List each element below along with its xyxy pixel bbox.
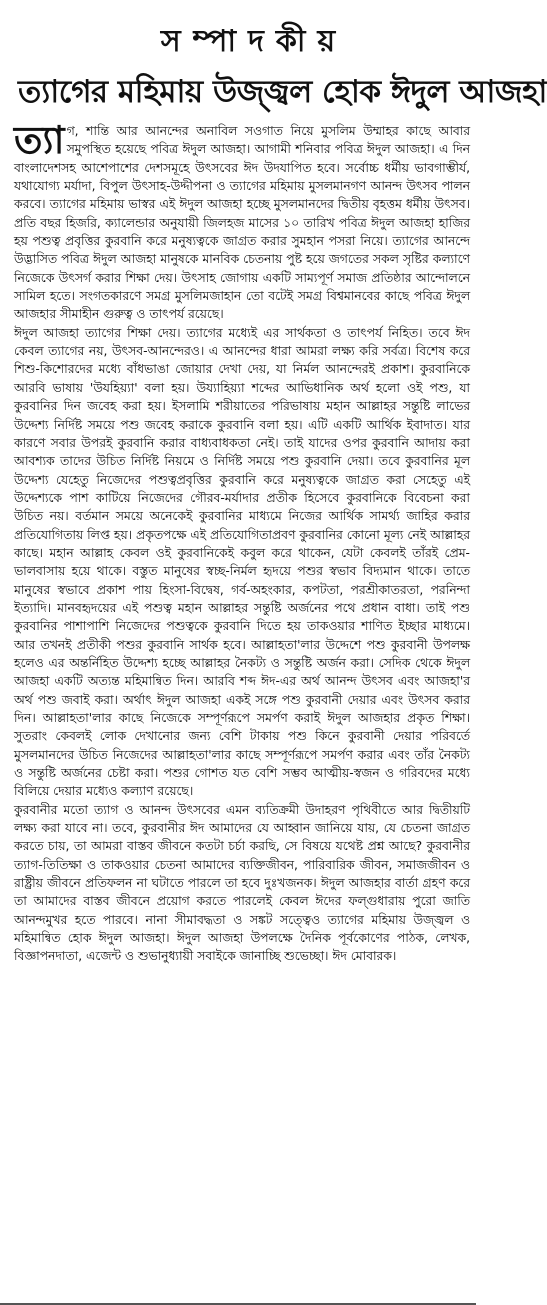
paragraph-text: গ, শান্তি আর আনন্দের অনাবিল সওগাত নিয়ে মুসলিম উম্মাহর কাছে আবার সমুপস্থিত হয়েছে পবিত্র ঈদুল আজহা। আগামী শনিবার পবিত্র ঈদুল আজহা। এ দিন বাংলাদেশসহ আশেপাশের দেশসমূহে উৎসবের ঈদ উদযাপিত হবে। সর্বোচ্চ ধর্মীয় ভাবগাম্ভীর্য, যথাযোগ্য মর্যাদা, বিপুল উৎসাহ-উদ্দীপনা ও ত্যাগের মহিমায় মুসলমানগণ আনন্দ উৎসব পালন করবে। ত্যাগের মহিমায় ভাস্বর এই ঈদুল আজহা হচ্ছে মুসলমানদের দ্বিতীয় বৃহত্তম ধর্মীয় উৎসব। প্রতি বছর হিজরি, ক্যালেন্ডার অনুযায়ী জিলহজ মাসের ১০ তারিখ পবিত্র ঈদুল আজহা হাজির হয় পশুত্ব প্রবৃত্তির কুরবানি করে মনুষ্যত্বকে জাগ্রত করার সুমহান পসরা নিয়ে। ত্যাগের আনন্দে উদ্ভাসিত পবিত্র ঈদুল আজহা মানুষকে মানবিক চেতনায় পুষ্ট হয়ে জগতের সকল সৃষ্টির কল্যাণে নিজেকে উৎসর্গ করার শিক্ষা দেয়। উৎসাহ জোগায় একটি সাম্যপূর্ণ সমাজ প্রতিষ্ঠার আন্দোলনে সামিল হতে। সংগতকারণে সমগ্র মুসলিমজাহান তো বটেই সমগ্র বিশ্বমানবের কাছে পবিত্র ঈদুল আজহার সীমাহীন গুরুত্ব ও তাৎপর্য রয়েছে। [14,124,470,322]
article-paragraph: কুরবানীর মতো ত্যাগ ও আনন্দ উৎসবের এমন ব্যতিক্রমী উদাহরণ পৃথিবীতে আর দ্বিতীয়টি লক্ষ্য করা যাবে না। তবে, কুরবানীর ঈদ আমাদের যে আহ্বান জানিয়ে যায়, যে চেতনা জাগ্রত করতে চায়, তা আমরা বাস্তব জীবনে কতটা চর্চা করছি, সে বিষয়ে যথেষ্ট প্রশ্ন আছে? কুরবানীর ত্যাগ-তিতিক্ষা ও তাকওয়ার চেতনা আমাদের ব্যক্তিজীবন, পারিবারিক জীবন, সমাজজীবন ও রাষ্ট্রীয় জীবনে প্রতিফলন না ঘটাতে পারলে তা হবে দুঃখজনক। ঈদুল আজহার বার্তা গ্রহণ করে তা আমাদের বাস্তব জীবনে প্রয়োগ করতে পারলেই কেবল ঈদের ফল্গুধারায় পুরো জাতি আনন্দমুখর হতে পারবে। নানা সীমাবদ্ধতা ও সঙ্কট সত্ত্বেও ত্যাগের মহিমায় উজ্জ্বল ও মহিমান্বিত হোক ঈদুল আজহা। ঈদুল আজহা উপলক্ষে দৈনিক পূর্বকোণের পাঠক, লেখক, বিজ্ঞাপনদাতা, এজেন্ট ও শুভানুধ্যায়ী সবাইকে জানাচ্ছি শুভেচ্ছা। ঈদ মোবারক। [14,802,470,964]
article-body [14,118,470,966]
editorial-headline: ত্যাগের মহিমায় উজ্জ্বল হোক ঈদুল আজহা [18,74,547,110]
article-paragraph [14,118,470,324]
drop-cap: ত্যা [14,118,65,162]
section-kicker: সম্পাদকীয় [160,24,348,59]
article-paragraph: ঈদুল আজহা ত্যাগের শিক্ষা দেয়। ত্যাগের মধ্যেই এর সার্থকতা ও তাৎপর্য নিহিত। তবে ঈদ কেবল ত্যাগের নয়, উৎসব-আনন্দেরও। এ আনন্দের ধারা আমরা লক্ষ্য করি সর্বত্র। বিশেষ করে শিশু-কিশোরদের মধ্যে বাঁধভাঙা জোয়ার দেখা দেয়, যা নির্মল আনন্দেরই প্রকাশ। কুরবানিকে আরবি ভাষায় 'উযহিয়্যা' বলা হয়। উয্যাহিয়্যা শব্দের আভিধানিক অর্থ হলো ওই পশু, যা কুরবানির দিন জবেহ করা হয়। ইসলামি শরীয়াতের পরিভাষায় মহান আল্লাহর সন্তুষ্টি লাভের উদ্দেশ্য নির্দিষ্ট সময়ে পশু জবেহ করাকে কুরবানি বলা হয়। এটি একটি আর্থিক ইবাদাত। যার কারণে সবার উপরই কুরবানি করার বাধ্যবাধকতা নেই। তাই যাদের ওপর কুরবানি আদায় করা আবশ্যক তাদের উচিত নির্দিষ্ট নিয়মে ও নির্দিষ্ট সময়ে পশু কুরবানি দেয়া। তবে কুরবানির মূল উদ্দেশ্য যেহেতু নিজেদের পশুত্বপ্রবৃত্তির কুরবানি করে মনুষ্যত্বকে জাগ্রত করা সেহেতু এই উদ্দেশ্যকে পাশ কাটিয়ে নিজেদের গৌরব-মর্যাদার প্রতীক হিসেবে কুরবানিকে বিবেচনা করা উচিত নয়। বর্তমান সময়ে অনেকেই কুরবানির মাধ্যমে নিজের আর্থিক সামর্থ্য জাহির করার প্রতিযোগিতায় লিপ্ত হয়। প্রকৃতপক্ষে এই প্রতিযোগিতাপ্রবণ কুরবানির কোনো মূল্য নেই আল্লাহর কাছে। মহান আল্লাহ কেবল ওই কুরবানিকেই কবুল করে থাকেন, যেটা কেবলই তাঁরই প্রেম-ভালবাসায় হয়ে থাকে। বস্তুত মানুষের স্বচ্ছ-নির্মল হৃদয়ে পশুর স্বভাব বিদ্যমান থাকে। তাতে মানুষের স্বভাবে প্রকাশ পায় হিংসা-বিদ্বেষ, গর্ব-অহংকার, কপটতা, পরশ্রীকাতরতা, পরনিন্দা ইত্যাদি। মানবহৃদয়ের এই পশুত্ব মহান আল্লাহর সন্তুষ্টি অর্জনের পথে প্রধান বাধা। তাই পশু কুরবানির পাশাপাশি নিজেদের পশুত্বকে কুরবানি দিতে হয় তাকওয়ার শাণিত ইচ্ছার মাধ্যমে। আর তখনই প্রতীকী পশুর কুরবানি সার্থক হবে। আল্লাহতা'লার উদ্দেশে পশু কুরবানী উপলক্ষ হলেও এর অন্তর্নিহিত উদ্দেশ্য হচ্ছে আল্লাহর নৈকট্য ও সন্তুষ্টি অর্জন করা। সেদিক থেকে ঈদুল আজহা একটি অত্যন্ত মহিমান্বিত দিন। আরবি শব্দ ঈদ-এর অর্থ আনন্দ উৎসব এবং আজহা'র অর্থ পশু জবাই করা। অর্থাৎ ঈদুল আজহা একই সঙ্গে পশু কুরবানী দেয়ার এবং উৎসব করার দিন। আল্লাহতা'লার কাছে নিজেকে সম্পূর্ণরূপে সমর্পণ করাই ঈদুল আজহার প্রকৃত শিক্ষা। সুতরাং কেবলই লোক দেখানোর জন্য বেশি টাকায় পশু কিনে কুরবানী দেয়ার পরিবর্তে মুসলমানদের উচিত নিজেদের আল্লাহতা'লার কাছে সম্পূর্ণরূপে সমর্পণ করার এবং তাঁর নৈকট্য ও সন্তুষ্টি অর্জনের চেষ্টা করা। পশুর গোশত যত বেশি সম্ভব আত্মীয়-স্বজন ও গরিবদের মধ্যে বিলিয়ে দেয়ার মধ্যেও কল্যাণ রয়েছে। [14,325,470,799]
